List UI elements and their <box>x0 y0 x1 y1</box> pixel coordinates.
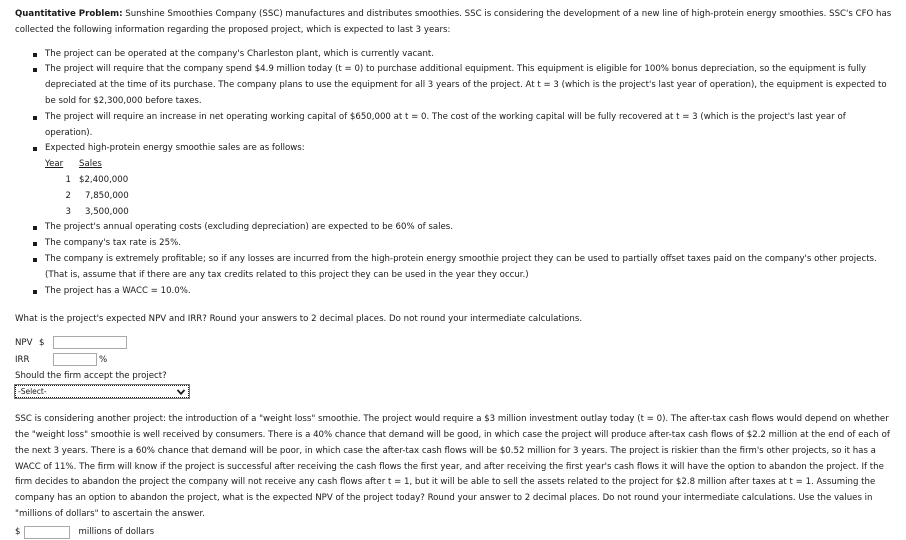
header-sales: Sales <box>79 159 102 170</box>
abandonment-unit: millions of dollars <box>78 527 155 538</box>
npv-label: NPV <box>15 337 33 348</box>
intro-text: Sunshine Smoothies Company (SSC) manufactures and distributes smoothies. SSC is considering the development of a new line of high-protein energy smoothies. SSC's CFO has collected the following information regarding the proposed project, which is expected to last 3 years: <box>15 9 892 35</box>
list-item: The project will require an increase in net operating working capital of $650,000 at t = 0. The cost of the working capital will be fully recovered at t = 3 (which is the project's last year of operation). <box>45 110 895 142</box>
list-item: The project has a WACC = 10.0%. <box>45 284 895 300</box>
header-year: Year <box>45 159 64 170</box>
cell-sales: 3,500,000 <box>85 206 129 217</box>
table-row <box>45 189 129 205</box>
npv-input[interactable] <box>53 336 127 349</box>
table-header-row <box>45 157 129 173</box>
abandonment-npv-input[interactable] <box>24 526 70 539</box>
irr-input[interactable] <box>53 353 97 366</box>
npv-row <box>15 334 895 351</box>
npv-currency: $ <box>39 337 45 348</box>
cell-year: 2 <box>65 190 71 201</box>
problem-container <box>15 7 895 540</box>
list-item: The project's annual operating costs (excluding depreciation) are expected to be 60% of sales. <box>45 220 895 236</box>
sales-table <box>45 157 129 220</box>
cell-year: 1 <box>65 174 71 185</box>
irr-unit: % <box>99 354 108 365</box>
cell-sales: 7,850,000 <box>85 190 129 201</box>
irr-row <box>15 351 895 368</box>
list-item <box>45 141 895 220</box>
accept-select-value: -Select- <box>18 387 47 397</box>
abandonment-answer-row <box>15 525 895 540</box>
chevron-down-icon <box>176 388 186 396</box>
assumptions-list <box>15 47 895 300</box>
list-item: The project will require that the company spend $4.9 million today (t = 0) to purchase additional equipment. This equipment is eligible for 100% bonus depreciation, so the equipment is fully depreciated at the time of its purchase. The company plans to use the equipment for all 3 years of the project. At t = 3 (which is the project's last year of operation), the equipment is expected to be sold for $2,300,000 before taxes. <box>45 62 895 109</box>
irr-label: IRR <box>15 354 30 365</box>
intro-paragraph <box>15 7 895 39</box>
list-item: The company is extremely profitable; so if any losses are incurred from the high-protein energy smoothie project they can be used to partially offset taxes paid on the company's other projects. (That is, assume that if there are any tax credits related to this project they can be used in the year they occur.) <box>45 252 895 284</box>
cell-sales: $2,400,000 <box>79 174 129 185</box>
table-row <box>45 205 129 221</box>
accept-select[interactable] <box>15 385 189 398</box>
table-row <box>45 173 129 189</box>
intro-label: Quantitative Problem: <box>15 9 123 19</box>
sales-intro: Expected high-protein energy smoothie sales are as follows: <box>45 143 305 154</box>
cell-year: 3 <box>65 206 71 217</box>
answers-section <box>15 334 895 398</box>
accept-question: Should the firm accept the project? <box>15 371 167 382</box>
question-text: What is the project's expected NPV and IRR? Round your answers to 2 decimal places. Do not round your intermediate calculations. <box>15 314 583 325</box>
list-item: The project can be operated at the company's Charleston plant, which is currently vacant. <box>45 47 895 63</box>
abandonment-problem-text: SSC is considering another project: the introduction of a "weight loss" smoothie. The project would require a $3 million investment outlay today (t = 0). The after-tax cash flows would depend on whether the "weight loss" smoothie is well received by consumers. There is a 40% chance that demand will be good, in which case the project will produce after-tax cash flows of $2.2 million at the end of each of the next 3 years. There is a 60% chance that demand will be poor, in which case the after-tax cash flows will be $0.52 million for 3 years. The project is riskier than the firm's other projects, so it has a WACC of 11%. The firm will know if the project is successful after receiving the cash flows the first year, and after receiving the first year's cash flows it will have the option to abandon the project. If the firm decides to abandon the project the company will not receive any cash flows after t = 1, but it will be able to sell the assets related to the project for $2.8 million after taxes at t = 1. Assuming the company has an option to abandon the project, what is the expected NPV of the project today? Round your answer to 2 decimal places. Do not round your intermediate calculations. Use the values in "millions of dollars" to ascertain the answer. <box>15 414 890 519</box>
abandonment-currency: $ <box>15 527 21 538</box>
list-item: The company's tax rate is 25%. <box>45 236 895 252</box>
